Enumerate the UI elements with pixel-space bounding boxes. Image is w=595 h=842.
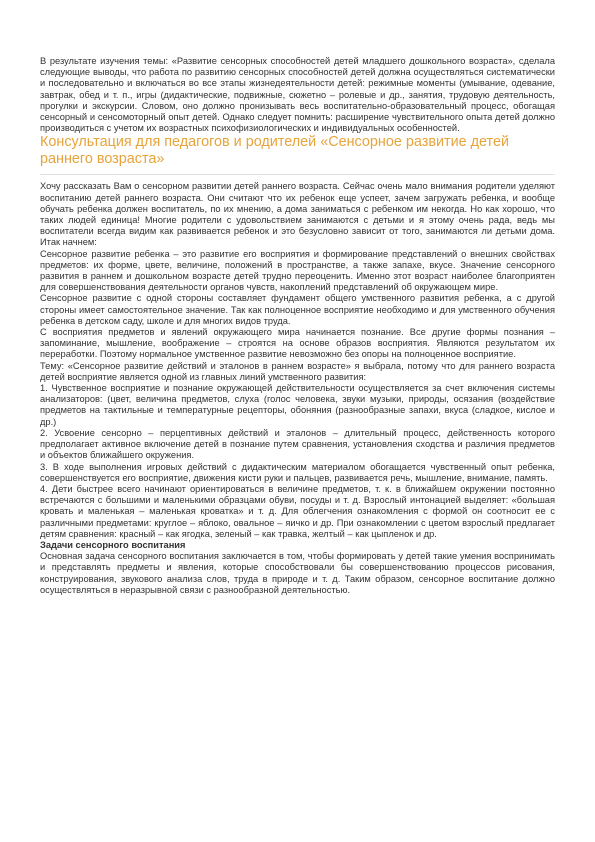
list-item-3: 3. В ходе выполнения игровых действий с дидактическим материалом обогащается чувственный опыт ребенка, совершенствуется его восприятие, движения кисти руки и пальцев, развивается речь, мышление, внимание, память. <box>40 461 555 483</box>
intro-paragraph: В результате изучения темы: «Развитие сенсорных способностей детей младшего дошкольного возраста», сделала следующие выводы, что работа по развитию сенсорных способностей детей должна осуществляться систематически и последовательно и включаться во все этапы жизнедеятельности детей: режимные моменты (умывание, одевание, завтрак, обед и т. п., игры (дидактические, подвижные, сюжетно – ролевые и др., занятия, трудовую деятельность, прогулки и экскурсии. Словом, оно должно пронизывать весь воспитательно-образовательный процесс, обогащая сенсорный и сенсомоторный опыт детей. Однако следует помнить: расширение чувствительного опыта детей должно производиться с учетом их возрастных психофизиологических и индивидуальных особенностей. <box>40 56 555 134</box>
paragraph-perception: С восприятия предметов и явлений окружающего мира начинается познание. Все другие формы познания – запоминание, мышление, воображение – строятся на основе образов восприятия. Являются результатом их переработки. Поэтому нормальное умственное развитие невозможно без опоры на полноценное восприятие. <box>40 327 555 360</box>
list-item-1: 1. Чувственное восприятие и познание окружающей действительности осуществляется за счет включения системы анализаторов: (цвет, величина предметов, слуха (голос человека, звуки музыки, природы, осязания (воздействие предметов на тактильные и температурные рецепторы, обоняния (разнообразные запахи, вкуса (сладкое, кислое и др.) <box>40 383 555 427</box>
paragraph-foundation: Сенсорное развитие с одной стороны составляет фундамент общего умственного развития ребенка, а с другой стороны имеет самостоятельное значение. Так как полноценное восприятие необходимо и для умственного обучения ребенка в детском саду, школе и для многих видов труда. <box>40 293 555 326</box>
closing-paragraph: Основная задача сенсорного воспитания заключается в том, чтобы формировать у детей такие умения воспринимать и представлять предметы и явления, которые способствовали бы совершенствованию процессов рисования, конструирования, звукового анализа слов, труда в природе и т. д. Таким образом, сенсорное воспитание должно осуществляться в неразрывной связи с разнообразной деятельностью. <box>40 551 555 595</box>
paragraph-topic: Тему: «Сенсорное развитие действий и эталонов в раннем возрасте» я выбрала, потому что для раннего возраста детей восприятие является одной из главных линий умственного развития: <box>40 360 555 382</box>
list-item-2: 2. Усвоение сенсорно – перцептивных действий и эталонов – длительный процесс, действенность которого предполагает активное включение детей в познание путем сравнения, установления сходства и различия предметов и объектов ближайшего окружения. <box>40 427 555 461</box>
paragraph-intro-story: Хочу рассказать Вам о сенсорном развитии детей раннего возраста. Сейчас очень мало внимания родители уделяют воспитанию детей раннего возраста. Они считают что их ребенок еще успеет, зачем загружать ребенка, и вообще обучать ребенка должен воспитатель, по их мнению, а дома заниматься с ребенком им некогда. Но как хорошо, что таких людей единица! Многие родители с удовольствием занимаются с детьми и я этому очень рада, ведь мы воспитатели всегда видим как развивается ребенок и это безусловно зависит от того, занимаются ли детьми дома. Итак начнем: <box>40 181 555 248</box>
tasks-subheading: Задачи сенсорного воспитания <box>40 539 186 550</box>
document-page <box>40 56 555 596</box>
title-divider <box>40 174 555 175</box>
consultation-title: Консультация для педагогов и родителей «Сенсорное развитие детей раннего возраста» <box>40 134 510 168</box>
list-item-4: 4. Дети быстрее всего начинают ориентироваться в величине предметов, т. к. в ближайшем окружении постоянно встречаются с большими и маленькими образцами обуви, посуды и т. д. Взрослый интонацией выделяет: «большая кровать и маленькая – маленькая кроватка» и т. д. Для облегчения ознакомления с формой он соотносит ее с различными предметами: круглое – яблоко, овальное – яичко и др. При ознакомлении с цветом взрослый предлагает детям сравнения: красный – как ягодка, зеленый – как травка, желтый – как цыпленок и др. <box>40 483 555 539</box>
paragraph-sensory-definition: Сенсорное развитие ребенка – это развитие его восприятия и формирование представлений о внешних свойствах предметов: их форме, цвете, величине, положений в пространстве, а также запахе, вкусе. Значение сенсорного развития в раннем и дошкольном возрасте детей трудно переоценить. Именно этот возраст наиболее благоприятен для совершенствования деятельности органов чувств, накоплений представлений об окружающем мире. <box>40 248 555 293</box>
